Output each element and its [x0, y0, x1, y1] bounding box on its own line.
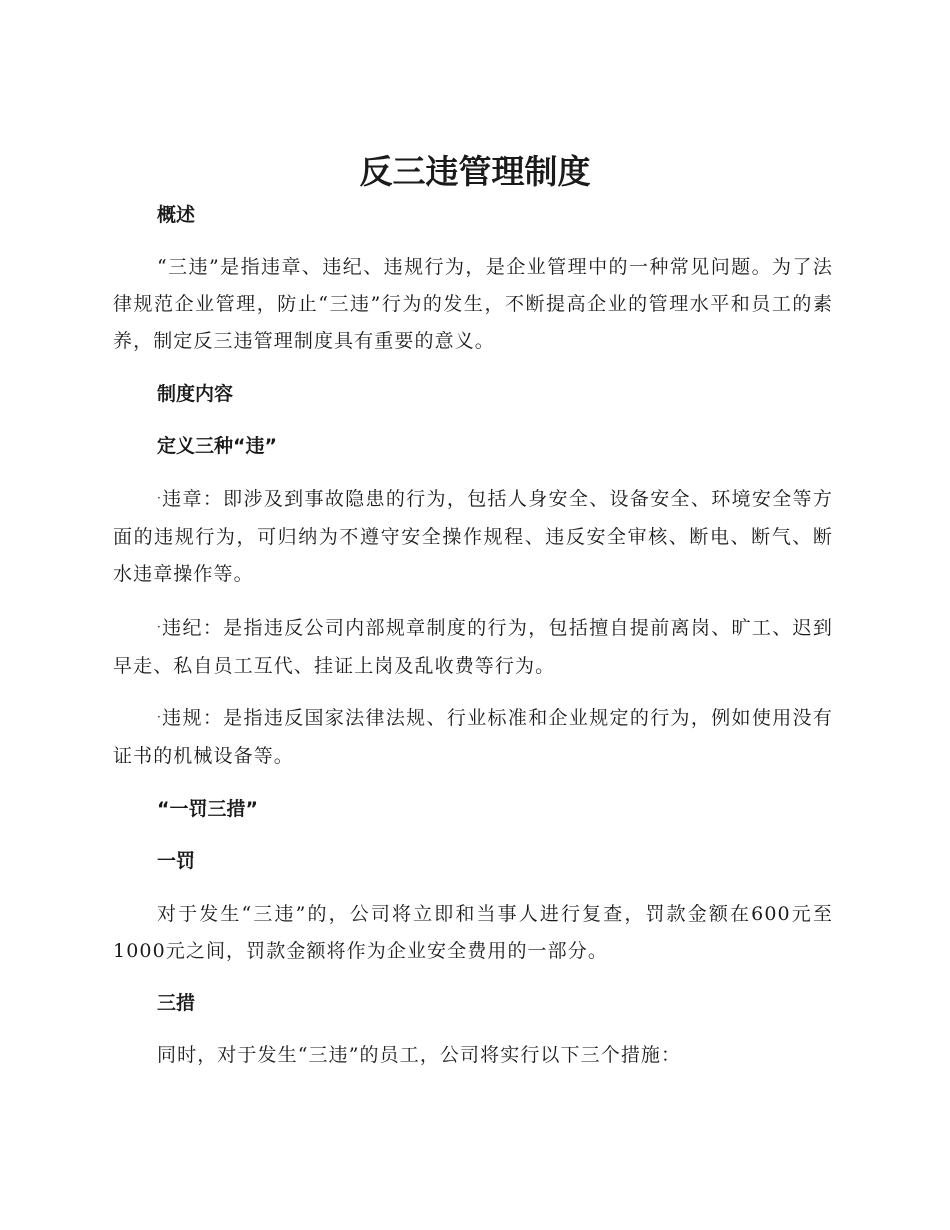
list-item-violation-rules	[113, 481, 833, 593]
paragraph-overview: “三违”是指违章、违纪、违规行为，是企业管理中的一种常见问题。为了法律规范企业管理，防止“三违”行为的发生，不断提高企业的管理水平和员工的素养，制定反三违管理制度具有重要的意义。	[113, 256, 833, 352]
heading-three-measures: 三措	[157, 992, 196, 1014]
heading-measures: “一罚三措”	[157, 798, 258, 820]
list-item-text: 违章：即涉及到事故隐患的行为，包括人身安全、设备安全、环境安全等方面的违规行为，可归纳为不遵守安全操作规程、违反安全审核、断电、断气、断水违章操作等。	[113, 488, 833, 585]
list-item-violation-discipline	[113, 610, 833, 685]
list-item-text: 违纪：是指违反公司内部规章制度的行为，包括擅自提前离岗、旷工、迟到早走、私自员工互代、挂证上岗及乱收费等行为。	[113, 617, 833, 677]
list-item-violation-regulation	[113, 700, 833, 775]
bullet-mark: ·	[157, 619, 162, 634]
heading-overview: 概述	[157, 204, 196, 226]
bullet-mark: ·	[157, 709, 162, 724]
paragraph-three-measures: 同时，对于发生“三违”的员工，公司将实行以下三个措施：	[157, 1044, 682, 1066]
heading-penalty: 一罚	[157, 850, 196, 872]
heading-content: 制度内容	[157, 383, 234, 405]
bullet-mark: ·	[157, 490, 162, 505]
heading-define-three: 定义三种“违”	[157, 435, 277, 457]
list-item-text: 违规：是指违反国家法律法规、行业标准和企业规定的行为，例如使用没有证书的机械设备等。	[113, 707, 833, 767]
paragraph-penalty: 对于发生“三违”的，公司将立即和当事人进行复查，罚款金额在600元至1000元之间，罚款金额将作为企业安全费用的一部分。	[113, 903, 833, 962]
document-title: 反三违管理制度	[359, 152, 591, 191]
